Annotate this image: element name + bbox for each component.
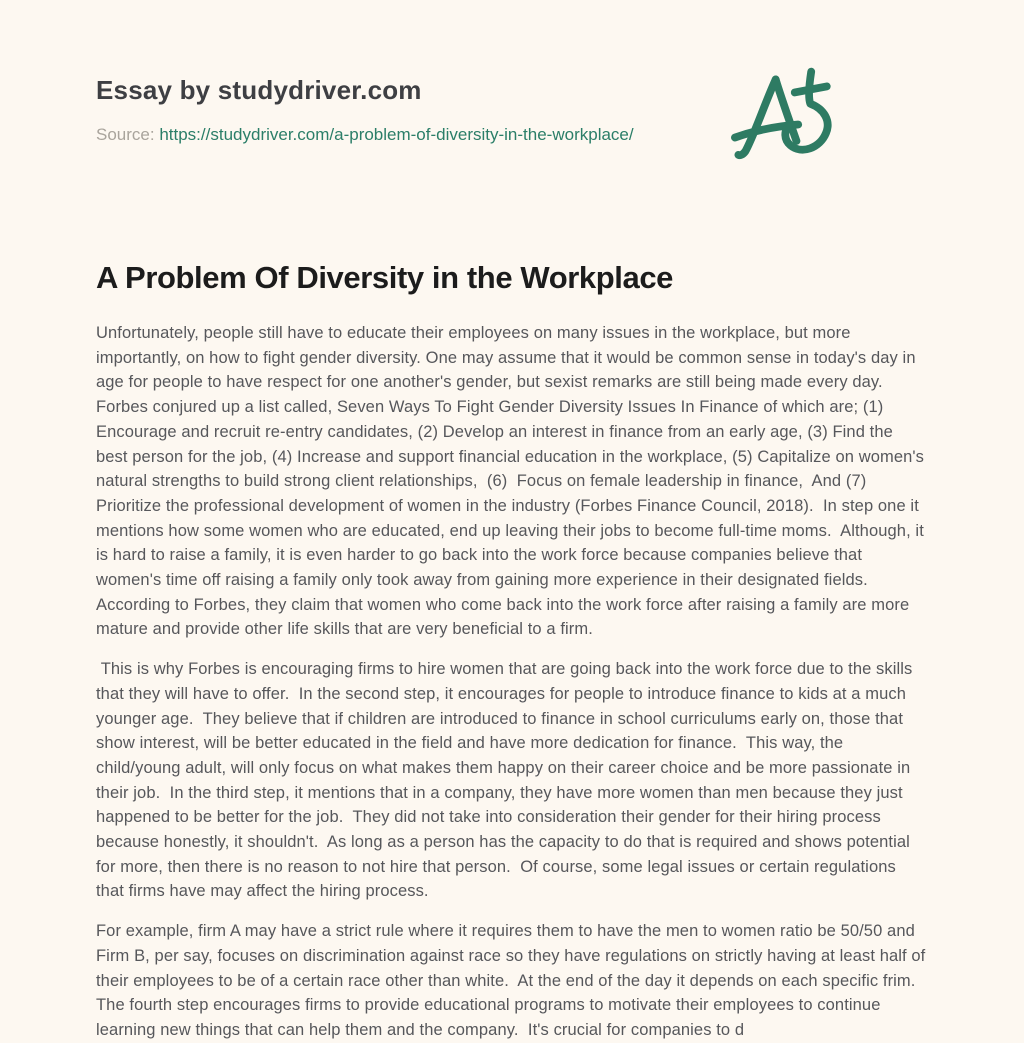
essay-paragraph-2: This is why Forbes is encouraging firms to hire women that are going back into the work force due to the skills that they will have to offer. In the second step, it encourages for people to introduce finance to kids at a much younger age. They believe that if children are introduced to finance in school curriculums early on, those that show interest, will be better educated in the field and have more dedication for finance. This way, the child/young adult, will only focus on what makes them happy on their career choice and be more passionate in their job. In the third step, it mentions that in a company, they have more women than men because they just happened to be better for the job. They did not take into consideration their gender for their hiring process because honestly, it shouldn't. As long as a person has the capacity to do that is required and shows potential for more, then there is no reason to not hire that person. Of course, some legal issues or certain regulations that firms have may affect the hiring process. [96, 660, 918, 901]
studydriver-logo [728, 66, 832, 164]
essay-by-heading: Essay by studydriver.com [96, 75, 422, 105]
essay-page [96, 0, 931, 1043]
article-title: A Problem Of Diversity in the Workplace [96, 260, 674, 295]
article-body [96, 321, 931, 1043]
essay-paragraph-1: Unfortunately, people still have to educate their employees on many issues in the workplace, but more importantly, on how to fight gender diversity. One may assume that it would be common sense in today's day in age for people to have respect for one another's gender, but sexist remarks are still being made every day. Forbes conjured up a list called, Seven Ways To Fight Gender Diversity Issues In Finance of which are; (1) Encourage and recruit re-entry candidates, (2) Develop an interest in finance from an early age, (3) Find the best person for the job, (4) Increase and support financial education in the workplace, (5) Capitalize on women's natural strengths to build strong client relationships, (6) Focus on female leadership in finance, And (7) Prioritize the professional development of women in the industry (Forbes Finance Council, 2018). In step one it mentions how some women who are educated, end up leaving their jobs to become full-time moms. Although, it is hard to raise a family, it is even harder to go back into the work force because companies believe that women's time off raising a family only took away from gaining more experience in their designated fields. According to Forbes, they claim that women who come back into the work force after raising a family are more mature and provide other life skills that are very beneficial to a firm. [96, 324, 929, 639]
essay-paragraph-3: For example, firm A may have a strict rule where it requires them to have the men to women ratio be 50/50 and Firm B, per say, focuses on discrimination against race so they have regulations on strictly having at least half of their employees to be of a certain race other than white. At the end of the day it depends on each specific frim. The fourth step encourages firms to provide educational programs to motivate their employees to continue learning new things that can help them and the company. It's crucial for companies to d [96, 922, 931, 1039]
a-plus-logo-icon [728, 66, 832, 164]
source-label: Source: [96, 125, 155, 144]
source-url-link[interactable]: https://studydriver.com/a-problem-of-diversity-in-the-workplace/ [159, 125, 634, 144]
